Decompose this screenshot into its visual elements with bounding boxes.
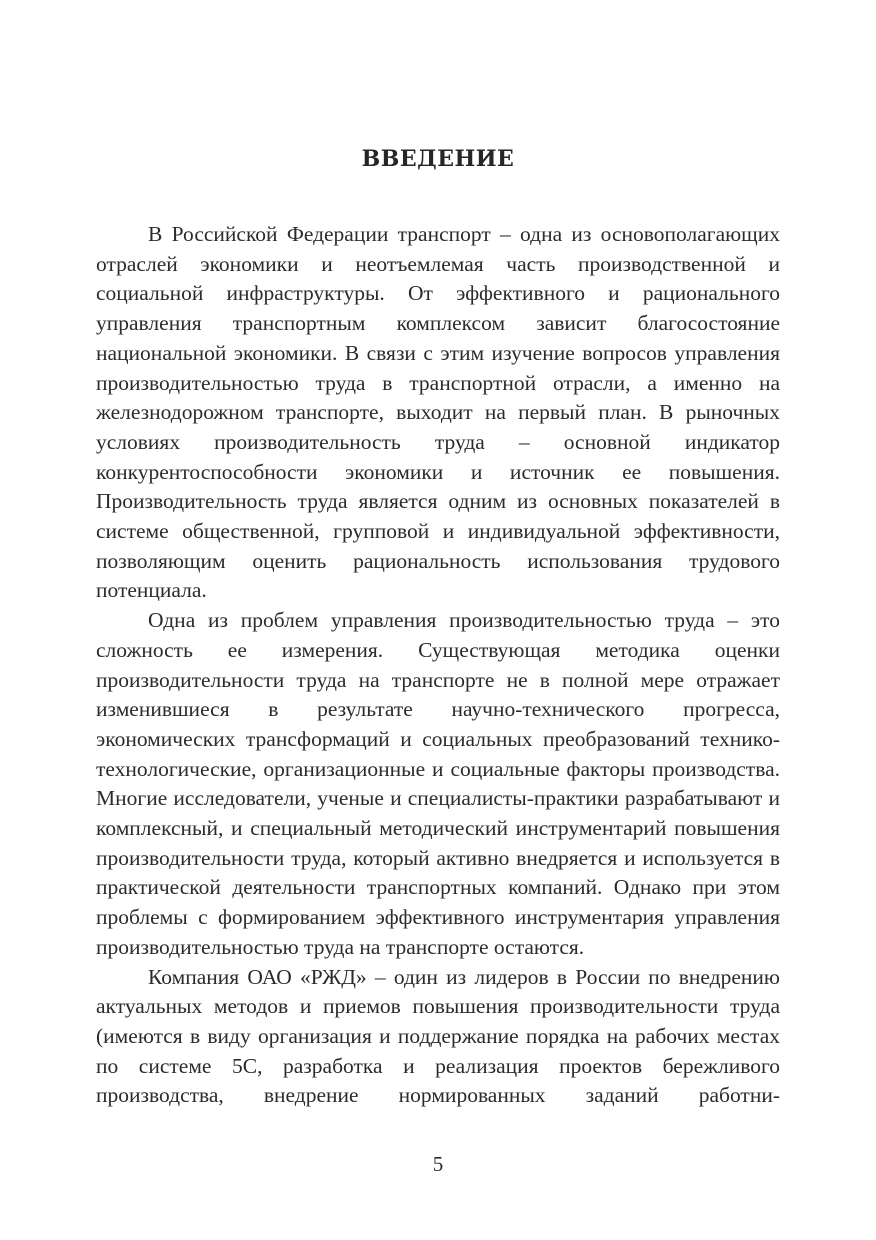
body-text: [96, 220, 780, 1111]
paragraph-3: Компания ОАО «РЖД» – один из лидеров в России по внедрению актуальных методов и приемов повышения производительности труда (имеются в виду организация и поддержание порядка на рабочих местах по системе 5С, разработка и реализация проектов бережливого производства, внедрение нормированных заданий работни-: [96, 964, 780, 1108]
paragraph-2: Одна из проблем управления производительностью труда – это сложность ее измерения. Существующая методика оценки производительности труда на транспорте не в полной мере отражает изменившиеся в результате научно-технического прогресса, экономических трансформаций и социальных преобразований технико-технологические, организационные и социальные факторы производства. Многие исследователи, ученые и специалисты-практики разрабатывают и комплексный, и специальный методический инструментарий повышения производительности труда, который активно внедряется и используется в практической деятельности транспортных компаний. Однако при этом проблемы с формированием эффективного инструментария управления производительностью труда на транспорте остаются.: [96, 608, 780, 959]
paragraph-1: В Российской Федерации транспорт – одна из основополагающих отраслей экономики и неотъемлемая часть производственной и социальной инфраструктуры. От эффективного и рационального управления транспортным комплексом зависит благосостояние национальной экономики. В связи с этим изучение вопросов управления производительностью труда в транспортной отрасли, а именно на железнодорожном транспорте, выходит на первый план. В рыночных условиях производительность труда – основной индикатор конкурентоспособности экономики и источник ее повышения. Производительность труда является одним из основных показателей в системе общественной, групповой и индивидуальной эффективности, позволяющим оценить рациональность использования трудового потенциала.: [96, 222, 780, 603]
page-title: ВВЕДЕНИЕ: [361, 146, 515, 172]
page-number: 5: [432, 1152, 444, 1176]
